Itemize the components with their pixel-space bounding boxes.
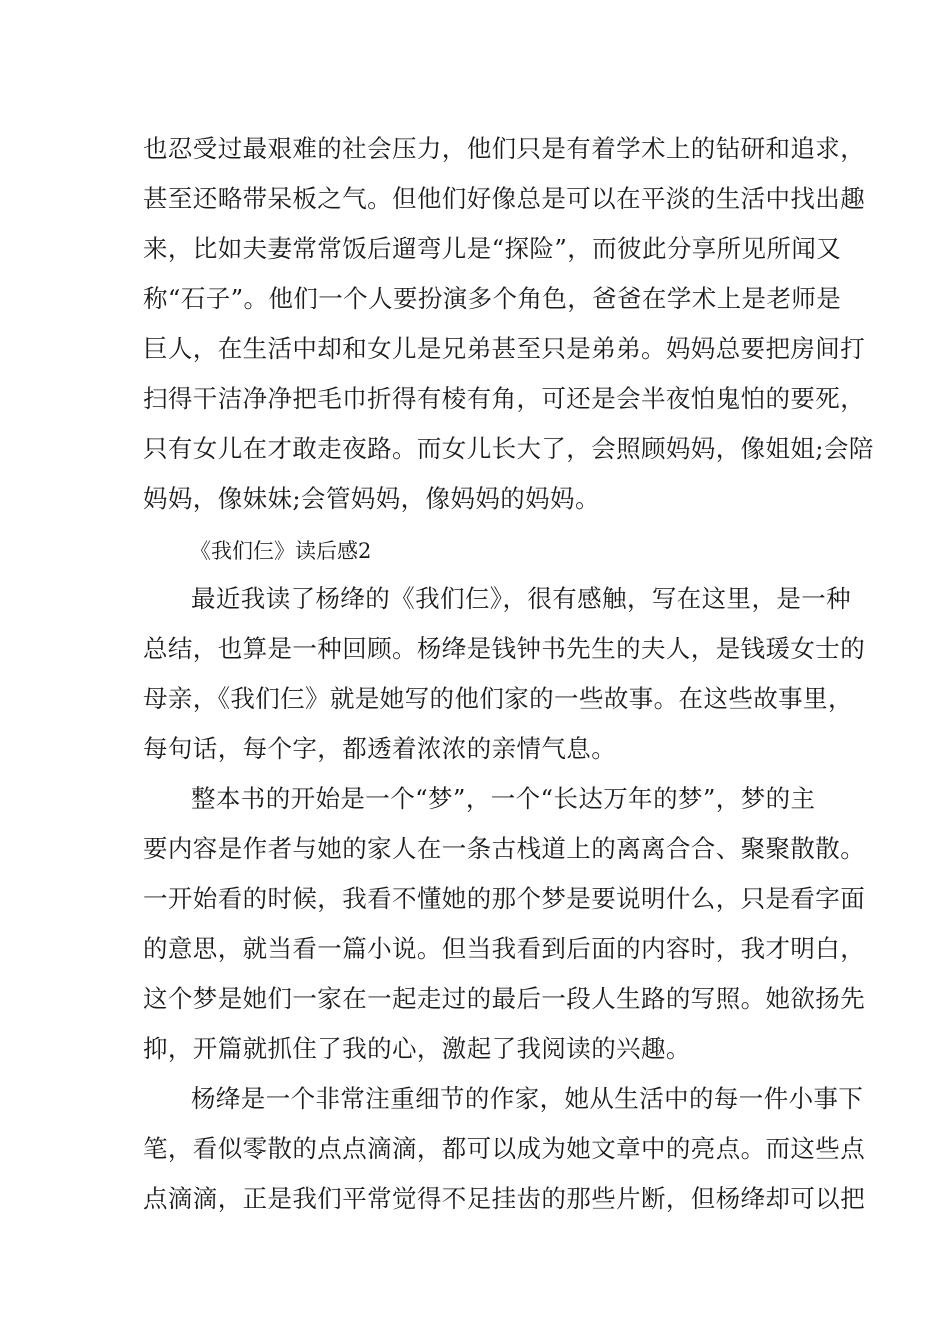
paragraph-2-line-1: 最近我读了杨绛的《我们仨》，很有感触，写在这里，是一种 (191, 584, 852, 613)
paragraph-4-line-2: 笔，看似零散的点点滴滴，都可以成为她文章中的亮点。而这些点 (143, 1134, 866, 1163)
section-heading: 《我们仨》读后感2 (190, 539, 372, 563)
paragraph-2-line-3: 母亲，《我们仨》就是她写的他们家的一些故事。在这些故事里， (143, 684, 853, 713)
paragraph-3-line-6: 抑，开篇就抓住了我的心，激起了我阅读的兴趣。 (143, 1034, 691, 1063)
paragraph-1-line-2: 甚至还略带呆板之气。但他们好像总是可以在平淡的生活中找出趣 (143, 184, 866, 213)
paragraph-3-line-4: 的意思，就当看一篇小说。但当我看到后面的内容时，我才明白， (143, 934, 866, 963)
paragraph-3-line-1: 整本书的开始是一个“梦”，一个“长达万年的梦”，梦的主 (191, 784, 816, 813)
paragraph-1-line-7: 只有女儿在才敢走夜路。而女儿长大了，会照顾妈妈，像姐姐;会陪 (143, 434, 874, 463)
paragraph-3-line-3: 一开始看的时候，我看不懂她的那个梦是要说明什么，只是看字面 (143, 884, 866, 913)
paragraph-4-line-1: 杨绛是一个非常注重细节的作家，她从生活中的每一件小事下 (191, 1084, 864, 1113)
paragraph-1-line-3: 来，比如夫妻常常饭后遛弯儿是“探险”，而彼此分享所见所闻又 (143, 234, 842, 263)
paragraph-2-line-4: 每句话，每个字，都透着浓浓的亲情气息。 (143, 734, 617, 763)
paragraph-3-line-5: 这个梦是她们一家在一起走过的最后一段人生路的写照。她欲扬先 (143, 984, 866, 1013)
paragraph-2-line-2: 总结，也算是一种回顾。杨绛是钱钟书先生的夫人，是钱瑗女士的 (143, 634, 866, 663)
paragraph-1-line-1: 也忍受过最艰难的社会压力，他们只是有着学术上的钻研和追求， (143, 134, 866, 163)
paragraph-1-line-8: 妈妈，像妹妹;会管妈妈，像妈妈的妈妈。 (143, 484, 600, 513)
paragraph-1-line-5: 巨人，在生活中却和女儿是兄弟甚至只是弟弟。妈妈总要把房间打 (143, 334, 866, 363)
paragraph-1-line-6: 扫得干洁净净把毛巾折得有棱有角，可还是会半夜怕鬼怕的要死， (143, 384, 866, 413)
paragraph-4-line-3: 点滴滴，正是我们平常觉得不足挂齿的那些片断，但杨绛却可以把 (143, 1184, 866, 1213)
paragraph-3-line-2: 要内容是作者与她的家人在一条古栈道上的离离合合、聚聚散散。 (143, 834, 866, 863)
paragraph-1-line-4: 称“石子”。他们一个人要扮演多个角色，爸爸在学术上是老师是 (143, 284, 842, 313)
